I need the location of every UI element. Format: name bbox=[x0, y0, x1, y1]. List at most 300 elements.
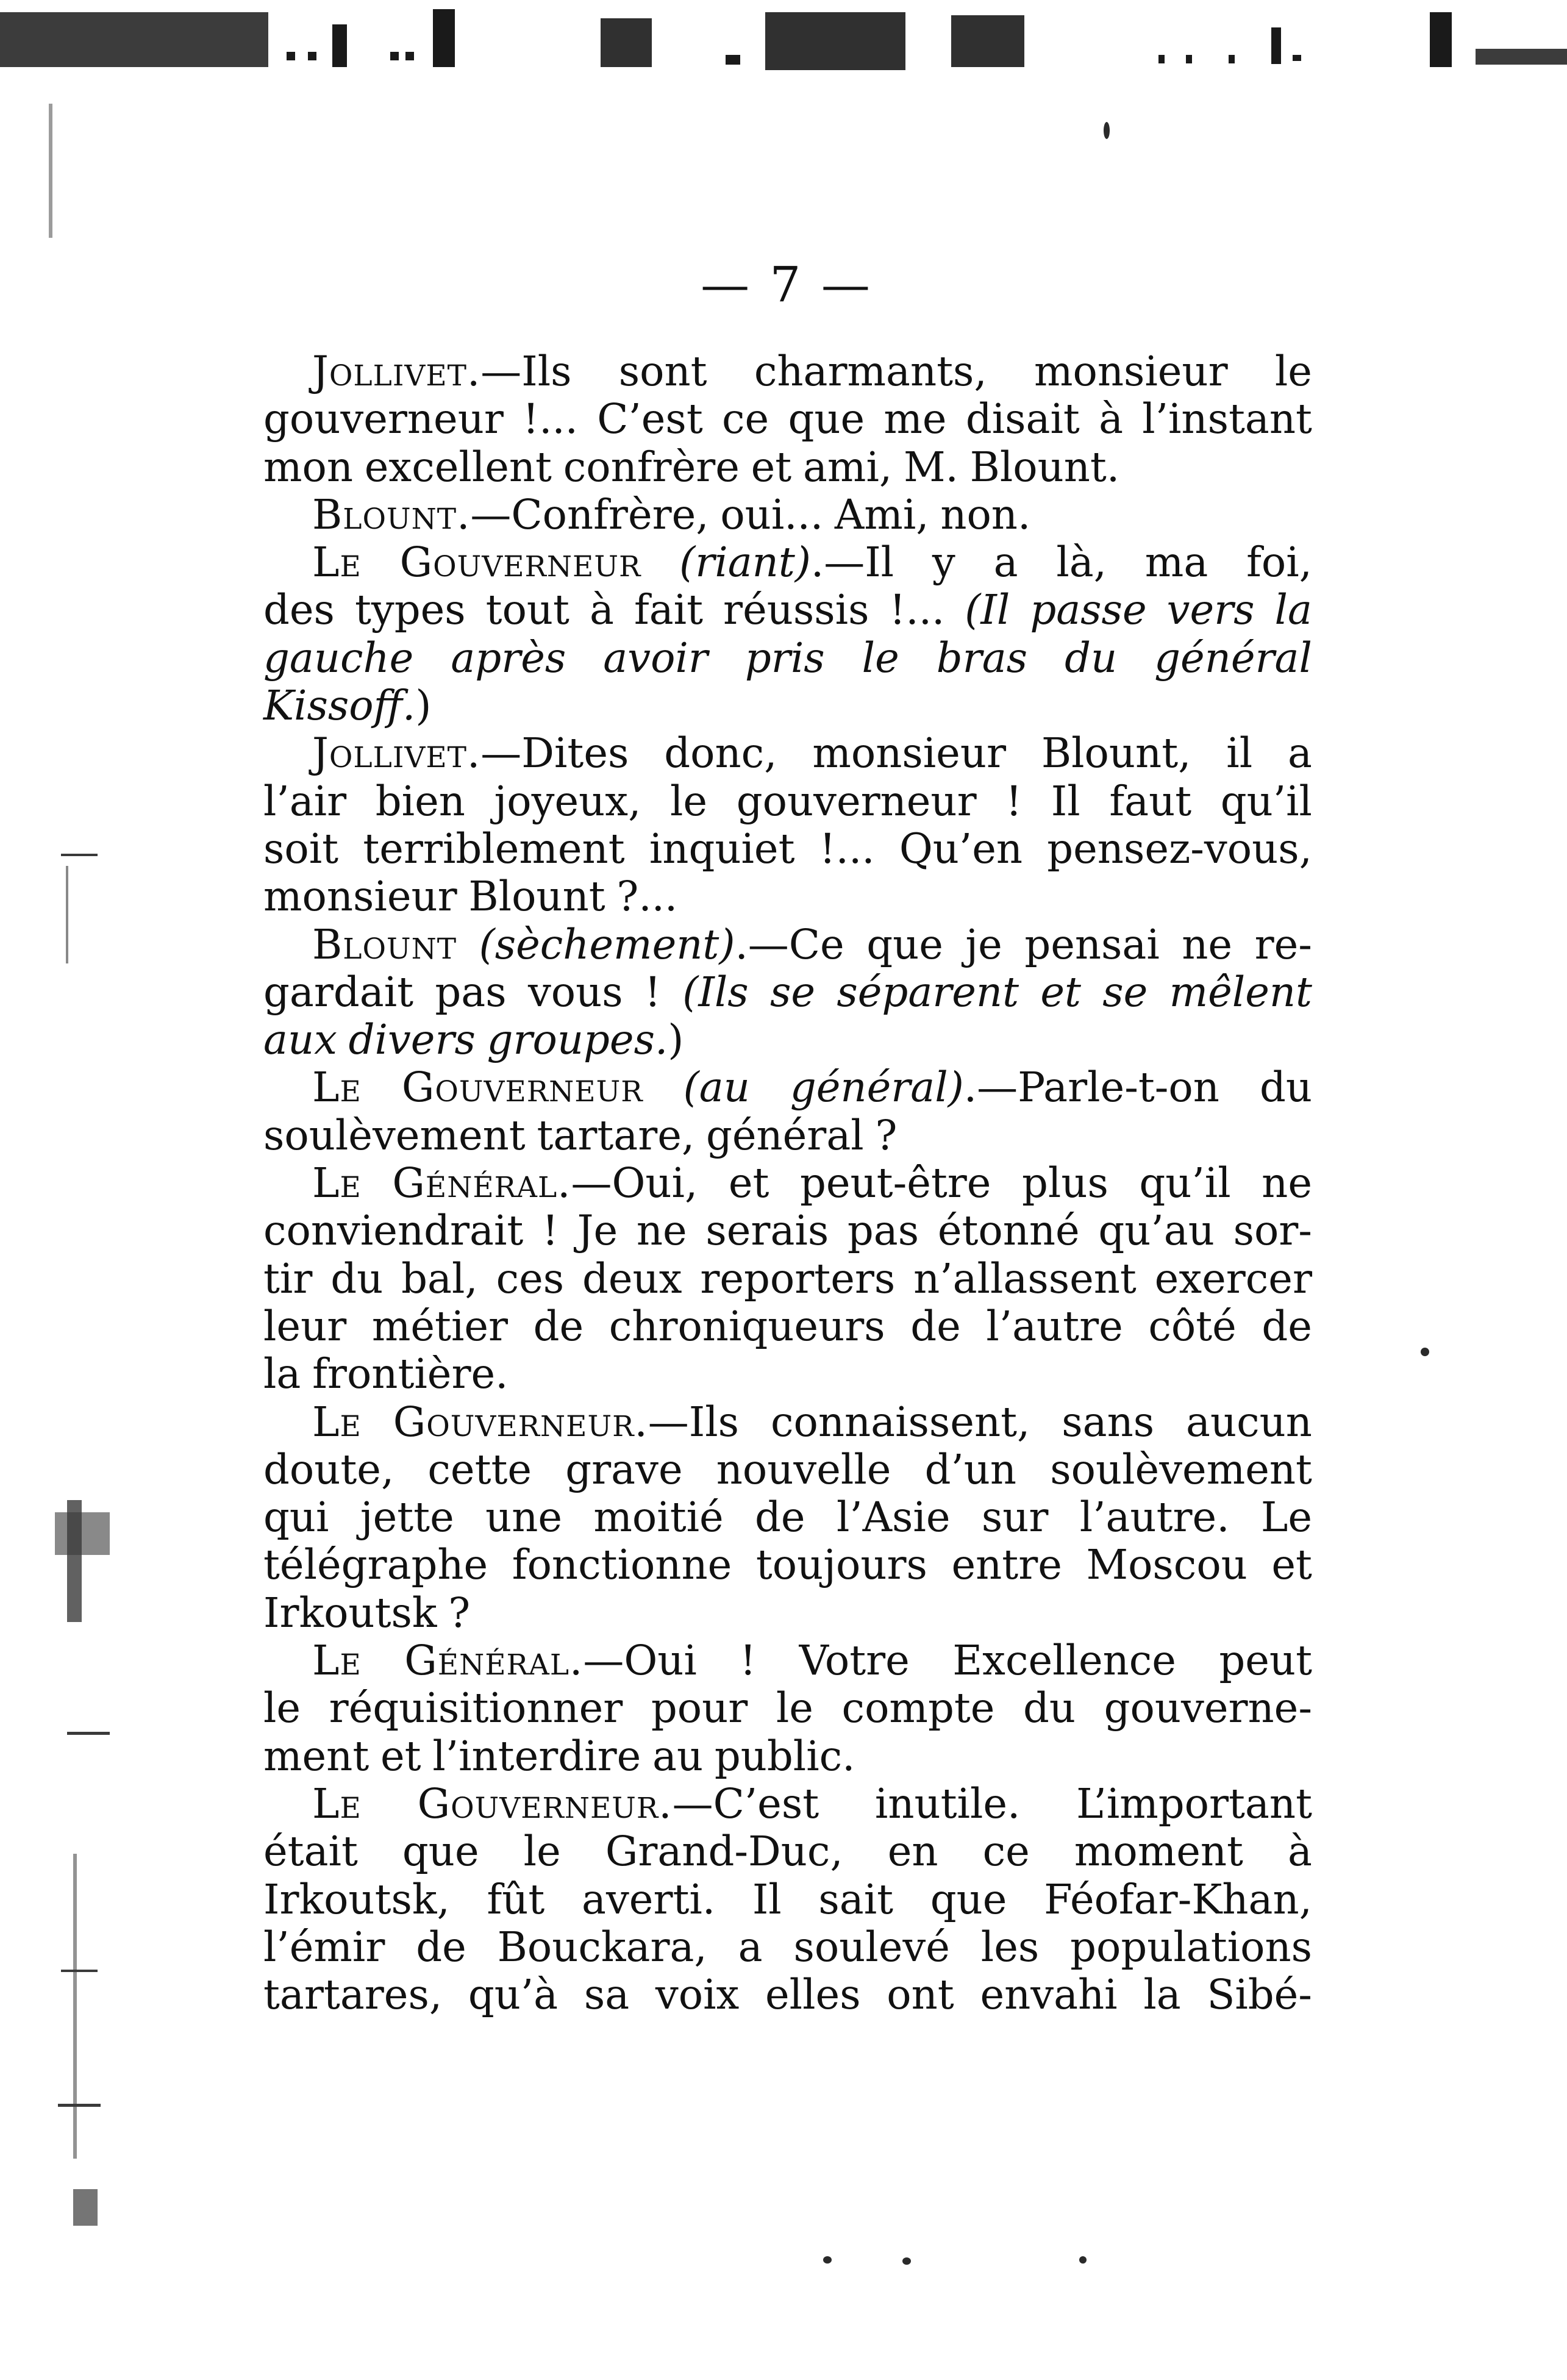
text-line bbox=[263, 777, 1312, 825]
word bbox=[263, 1112, 526, 1159]
dialogue-text: public. bbox=[714, 1732, 855, 1780]
dialogue-text: plus bbox=[1022, 1159, 1108, 1207]
word bbox=[263, 1255, 312, 1303]
dialogue-text: pas bbox=[435, 968, 507, 1016]
speaker-name: Le bbox=[312, 1779, 362, 1828]
word bbox=[263, 873, 457, 920]
word bbox=[435, 968, 506, 1016]
word bbox=[312, 491, 709, 538]
word bbox=[616, 873, 677, 920]
dialogue-text: Ami, bbox=[834, 490, 929, 538]
dialogue-text: Moscou bbox=[1086, 1541, 1248, 1589]
dialogue-text: sait bbox=[818, 1875, 894, 1923]
word bbox=[494, 777, 641, 825]
scan-speck bbox=[823, 2256, 832, 2264]
speaker-name: Le bbox=[312, 1637, 362, 1685]
dialogue-text: compte bbox=[841, 1684, 995, 1732]
text-line bbox=[263, 1159, 1312, 1207]
word bbox=[983, 1828, 1030, 1875]
dialogue-text: Sibé- bbox=[1207, 1971, 1312, 2019]
word bbox=[970, 443, 1120, 491]
scan-speck bbox=[1421, 1348, 1429, 1356]
dialogue-text: le bbox=[523, 1828, 561, 1876]
word bbox=[498, 1923, 707, 1971]
dialogue-text: le bbox=[670, 777, 708, 825]
word bbox=[842, 1684, 995, 1732]
word bbox=[486, 586, 569, 634]
word bbox=[819, 825, 875, 873]
dialogue-text: Excellence bbox=[952, 1637, 1176, 1685]
word bbox=[940, 491, 1030, 538]
word bbox=[986, 1303, 1123, 1350]
dialogue-text: à bbox=[1099, 395, 1124, 443]
scan-left-margin bbox=[0, 85, 159, 2380]
scan-speck bbox=[902, 2257, 911, 2265]
dialogue-text: l’autre bbox=[986, 1302, 1123, 1350]
dialogue-text: excellent bbox=[364, 443, 552, 491]
word bbox=[584, 1971, 629, 2018]
word bbox=[1076, 1780, 1312, 1828]
word bbox=[1145, 538, 1208, 586]
word bbox=[952, 1637, 1176, 1684]
dialogue-text: et bbox=[1271, 1541, 1312, 1589]
dialogue-text: peut bbox=[1219, 1637, 1312, 1685]
word bbox=[1148, 1303, 1236, 1350]
word bbox=[360, 1493, 454, 1541]
dialogue-text: disait bbox=[965, 395, 1080, 443]
word bbox=[875, 1780, 1020, 1828]
word bbox=[263, 1541, 488, 1588]
word bbox=[263, 634, 413, 682]
word bbox=[365, 443, 552, 491]
word bbox=[720, 491, 823, 538]
dialogue-text: envahi bbox=[980, 1971, 1118, 2019]
dialogue-text: l’instant bbox=[1142, 395, 1312, 443]
dialogue-text: monsieur bbox=[812, 729, 1007, 777]
word bbox=[722, 395, 769, 443]
dialogue-text: leur bbox=[263, 1302, 347, 1350]
word bbox=[565, 1446, 682, 1493]
dialogue-text: grave bbox=[565, 1445, 683, 1493]
word bbox=[965, 921, 1002, 968]
dialogue-text: fonctionne bbox=[512, 1541, 732, 1589]
dialogue-text: des bbox=[263, 586, 335, 634]
word bbox=[848, 1207, 919, 1254]
stage-direction: (riant) bbox=[679, 538, 811, 587]
dialogue-text: mon bbox=[263, 443, 354, 491]
stage-direction: passe bbox=[1030, 586, 1147, 634]
word bbox=[263, 968, 413, 1016]
word bbox=[263, 1923, 385, 1971]
word bbox=[329, 1684, 623, 1732]
dialogue-text: tartare, bbox=[537, 1111, 695, 1159]
text-line bbox=[263, 1493, 1312, 1541]
text-line bbox=[263, 825, 1312, 873]
word bbox=[1182, 921, 1232, 968]
dialogue-text: M. bbox=[903, 443, 958, 491]
text-line bbox=[263, 1971, 1312, 2018]
dialogue-text: côté bbox=[1148, 1302, 1237, 1350]
text-line bbox=[263, 729, 1312, 777]
word bbox=[1102, 968, 1148, 1016]
dialogue-text: l’air bbox=[263, 777, 347, 825]
text-line bbox=[263, 395, 1312, 443]
dialogue-text: doute, bbox=[263, 1445, 394, 1493]
dialogue-text: soulèvement bbox=[263, 1111, 526, 1159]
dialogue-text: re- bbox=[1254, 920, 1312, 968]
word bbox=[738, 1923, 763, 1971]
dialogue-text: non. bbox=[940, 490, 1031, 538]
word bbox=[485, 1493, 562, 1541]
word bbox=[716, 1446, 891, 1493]
word bbox=[416, 1923, 466, 1971]
dialogue-text: sa bbox=[584, 1971, 630, 2019]
dialogue-text: —Oui bbox=[583, 1637, 697, 1685]
word bbox=[1262, 1303, 1312, 1350]
word bbox=[938, 1207, 1080, 1254]
word bbox=[729, 1159, 769, 1207]
word bbox=[1155, 1255, 1312, 1303]
word bbox=[1098, 1207, 1214, 1254]
word bbox=[875, 1112, 897, 1159]
word bbox=[1080, 1493, 1230, 1541]
word bbox=[803, 443, 892, 491]
dialogue-text: .—Il bbox=[810, 538, 894, 587]
text-line bbox=[263, 1063, 1312, 1111]
dialogue-text: sans bbox=[1062, 1398, 1155, 1446]
word bbox=[1023, 1684, 1076, 1732]
word bbox=[263, 1207, 523, 1254]
word bbox=[1219, 1637, 1312, 1684]
word bbox=[330, 1255, 383, 1303]
dialogue-text: voix bbox=[655, 1971, 740, 2019]
word bbox=[790, 1063, 1219, 1111]
word bbox=[1104, 1684, 1312, 1732]
text-line bbox=[263, 1589, 1312, 1637]
word bbox=[889, 586, 944, 634]
dialogue-text: pensez-vous, bbox=[1047, 824, 1312, 873]
stage-direction: le bbox=[862, 634, 899, 682]
speaker-name: Le bbox=[312, 1398, 362, 1446]
word bbox=[312, 1350, 508, 1398]
speaker-name: Général. bbox=[392, 1159, 571, 1207]
dialogue-text: de bbox=[533, 1302, 584, 1350]
dialogue-text: monsieur bbox=[1033, 348, 1228, 395]
word bbox=[966, 395, 1080, 443]
word bbox=[1050, 1446, 1312, 1493]
word bbox=[1260, 1063, 1312, 1111]
dialogue-text: ces bbox=[496, 1254, 565, 1303]
stage-direction: du bbox=[1065, 634, 1118, 682]
dialogue-text: ! bbox=[644, 968, 661, 1016]
word bbox=[448, 1589, 470, 1637]
text-line bbox=[263, 586, 1312, 634]
stage-direction: groupes. bbox=[487, 1016, 668, 1064]
dialogue-text: au bbox=[652, 1732, 704, 1780]
dialogue-text: tout bbox=[485, 586, 569, 634]
dialogue-text: l’autre. bbox=[1079, 1493, 1230, 1542]
dialogue-text: charmants, bbox=[754, 348, 987, 395]
word bbox=[1139, 1159, 1230, 1207]
dialogue-text: Bouckara, bbox=[497, 1923, 707, 1971]
word bbox=[1065, 634, 1117, 682]
dialogue-text: exercer bbox=[1154, 1254, 1312, 1303]
dialogue-text: Irkoutsk, bbox=[263, 1875, 450, 1923]
dialogue-text: faut bbox=[1109, 777, 1192, 825]
word bbox=[1261, 1493, 1312, 1541]
speaker-name: Blount bbox=[312, 920, 457, 968]
word bbox=[263, 1446, 394, 1493]
dialogue-text: métier bbox=[371, 1302, 509, 1350]
dialogue-text: que bbox=[930, 1875, 1007, 1923]
dialogue-text: populations bbox=[1070, 1923, 1312, 1971]
text-line bbox=[263, 921, 1312, 968]
word bbox=[740, 1637, 756, 1684]
word bbox=[1169, 968, 1312, 1016]
word bbox=[312, 1063, 362, 1111]
dialogue-text: serais bbox=[705, 1207, 829, 1255]
dialogue-text: frontière. bbox=[312, 1350, 509, 1398]
dialogue-text: de bbox=[1262, 1302, 1312, 1350]
word bbox=[263, 443, 353, 491]
word bbox=[372, 1303, 508, 1350]
dialogue-text: a bbox=[738, 1923, 763, 1971]
word bbox=[982, 1493, 1049, 1541]
word bbox=[682, 968, 748, 1016]
dialogue-text: d’un bbox=[924, 1445, 1017, 1493]
word bbox=[649, 825, 795, 873]
word bbox=[263, 825, 338, 873]
dialogue-text: du bbox=[330, 1254, 384, 1303]
word bbox=[263, 1876, 450, 1923]
dialogue-text: à bbox=[1288, 1828, 1312, 1876]
text-line bbox=[263, 1446, 1312, 1493]
speaker-name: Blount. bbox=[312, 490, 471, 538]
dialogue-text: .—Ce bbox=[735, 920, 844, 968]
dialogue-text: gouverneur bbox=[263, 395, 504, 443]
word bbox=[1288, 1828, 1312, 1875]
dialogue-text: étonné bbox=[937, 1207, 1080, 1255]
dialogue-text: —Dites bbox=[480, 729, 629, 777]
word bbox=[904, 443, 958, 491]
dialogue-text: ne bbox=[1182, 920, 1233, 968]
text-line bbox=[263, 1350, 1312, 1398]
word bbox=[479, 921, 844, 968]
text-line bbox=[263, 1637, 1312, 1684]
dialogue-text: !... bbox=[889, 586, 945, 634]
word bbox=[528, 968, 623, 1016]
dialogue-text: l’émir bbox=[263, 1923, 385, 1971]
word bbox=[1207, 1971, 1312, 2018]
dialogue-text: tartares, bbox=[263, 1971, 443, 2019]
dialogue-text: et bbox=[728, 1159, 769, 1207]
dialogue-text: nouvelle bbox=[716, 1445, 891, 1493]
dialogue-text: Il bbox=[752, 1875, 782, 1923]
dialogue-text: —Confrère, bbox=[470, 490, 709, 538]
word bbox=[1143, 1971, 1180, 2018]
text-line bbox=[263, 1541, 1312, 1588]
word bbox=[263, 777, 346, 825]
word bbox=[349, 1016, 476, 1063]
word bbox=[1154, 634, 1312, 682]
word bbox=[432, 1732, 641, 1780]
word bbox=[664, 729, 777, 777]
dialogue-text: le bbox=[263, 1684, 301, 1732]
dialogue-text: là, bbox=[1056, 538, 1107, 587]
dialogue-text: —Ils bbox=[648, 1398, 740, 1446]
word bbox=[751, 443, 792, 491]
word bbox=[451, 634, 566, 682]
text-line bbox=[263, 1207, 1312, 1254]
dialogue-text: ! bbox=[542, 1207, 559, 1255]
dialogue-text: qu’à bbox=[468, 1971, 559, 2019]
word bbox=[793, 1923, 949, 1971]
dialogue-text: qu’au bbox=[1098, 1207, 1215, 1255]
dialogue-text: pensai bbox=[1024, 920, 1160, 968]
text-line bbox=[263, 1828, 1312, 1875]
dialogue-text: elles bbox=[765, 1971, 861, 2019]
word bbox=[745, 634, 825, 682]
word bbox=[818, 1876, 893, 1923]
stage-direction: se bbox=[770, 968, 816, 1016]
word bbox=[605, 1828, 843, 1875]
dialogue-text: Qu’en bbox=[899, 824, 1023, 873]
word bbox=[355, 586, 466, 634]
dialogue-text: terriblement bbox=[363, 824, 625, 873]
word bbox=[1262, 1159, 1312, 1207]
speaker-name: Jollivet. bbox=[312, 729, 481, 777]
word bbox=[524, 1828, 561, 1875]
word bbox=[1142, 395, 1312, 443]
word bbox=[263, 1828, 358, 1875]
dialogue-text: les bbox=[980, 1923, 1040, 1971]
word bbox=[380, 1732, 421, 1780]
word bbox=[800, 1159, 991, 1207]
scan-top-band bbox=[0, 0, 1567, 91]
dialogue-text: deux bbox=[582, 1254, 682, 1303]
dialogue-text: Votre bbox=[799, 1637, 910, 1685]
dialogue-text: Irkoutsk bbox=[263, 1588, 437, 1637]
dialogue-text: général bbox=[705, 1111, 864, 1159]
word bbox=[404, 1637, 697, 1684]
dialogue-text: foi, bbox=[1246, 538, 1312, 587]
word bbox=[1070, 1923, 1312, 1971]
word bbox=[994, 538, 1018, 586]
word bbox=[1051, 777, 1080, 825]
dialogue-text: .—Parle-t-on bbox=[963, 1063, 1219, 1112]
dialogue-text: chroniqueurs bbox=[609, 1302, 885, 1350]
dialogue-text: ! bbox=[1005, 777, 1023, 825]
dialogue-text: !... bbox=[523, 395, 578, 443]
dialogue-text: qui bbox=[263, 1493, 329, 1542]
text-line bbox=[263, 1923, 1312, 1971]
speaker-name: Le bbox=[312, 1063, 362, 1112]
word bbox=[887, 1971, 954, 2018]
dialogue-text: entre bbox=[951, 1541, 1062, 1589]
dialogue-text: Blount. bbox=[969, 443, 1120, 491]
word bbox=[534, 1303, 584, 1350]
word bbox=[263, 1971, 442, 2018]
dialogue-text: soit bbox=[263, 824, 339, 873]
dialogue-text: ) bbox=[415, 682, 432, 730]
dialogue-text: l’interdire bbox=[432, 1732, 641, 1780]
word bbox=[542, 1207, 559, 1254]
dialogue-text: a bbox=[1288, 729, 1312, 777]
dialogue-text: ! bbox=[740, 1637, 757, 1685]
word bbox=[1040, 968, 1081, 1016]
dialogue-text: tir bbox=[263, 1254, 313, 1303]
word bbox=[418, 1780, 819, 1828]
dialogue-text: L’important bbox=[1076, 1779, 1312, 1828]
dialogue-text: ami, bbox=[802, 443, 893, 491]
word bbox=[1074, 1828, 1243, 1875]
word bbox=[363, 825, 624, 873]
stage-direction: séparent bbox=[837, 968, 1019, 1016]
dialogue-text: et bbox=[380, 1732, 421, 1780]
stage-direction: se bbox=[1102, 968, 1148, 1016]
dialogue-text: Féofar-Khan, bbox=[1044, 1875, 1312, 1923]
word bbox=[684, 1063, 750, 1111]
dialogue-text: de bbox=[416, 1923, 466, 1971]
dialogue-text: fût bbox=[487, 1875, 545, 1923]
dialogue-text: conviendrait bbox=[263, 1207, 524, 1255]
text-line bbox=[263, 968, 1312, 1016]
word bbox=[427, 1446, 532, 1493]
word bbox=[965, 586, 1010, 634]
word bbox=[1022, 1159, 1108, 1207]
word bbox=[1275, 586, 1312, 634]
word bbox=[700, 1255, 895, 1303]
dialogue-text: à bbox=[589, 586, 614, 634]
text-line bbox=[263, 1876, 1312, 1923]
dialogue-text: ? bbox=[448, 1588, 471, 1637]
stage-direction: (au bbox=[683, 1063, 750, 1112]
dialogue-text: l’Asie bbox=[836, 1493, 951, 1542]
speaker-name: Gouverneur. bbox=[417, 1779, 673, 1828]
play-text-block bbox=[263, 348, 1312, 2018]
word bbox=[937, 634, 1027, 682]
word bbox=[755, 1493, 805, 1541]
dialogue-text: qu’il bbox=[1139, 1159, 1231, 1207]
stage-direction: vers bbox=[1166, 586, 1255, 634]
dialogue-text: pour bbox=[651, 1684, 748, 1732]
dialogue-text: qu’il bbox=[1220, 777, 1312, 825]
dialogue-text: toujours bbox=[755, 1541, 927, 1589]
word bbox=[866, 921, 943, 968]
stage-direction: aux bbox=[263, 1016, 337, 1064]
dialogue-text: moment bbox=[1074, 1828, 1243, 1876]
dialogue-text: confrère bbox=[563, 443, 740, 491]
dialogue-text: sur bbox=[981, 1493, 1049, 1542]
dialogue-text: il bbox=[1226, 729, 1253, 777]
word bbox=[563, 443, 740, 491]
word bbox=[496, 1255, 565, 1303]
word bbox=[913, 1255, 1137, 1303]
dialogue-text: bien bbox=[375, 777, 465, 825]
stage-direction: (Il bbox=[965, 586, 1010, 634]
word bbox=[1275, 348, 1312, 395]
word bbox=[1186, 1398, 1312, 1446]
dialogue-text: gouverneur bbox=[736, 777, 977, 825]
dialogue-text: averti. bbox=[582, 1875, 716, 1923]
word bbox=[609, 1303, 885, 1350]
text-line bbox=[263, 873, 1312, 920]
dialogue-text: du bbox=[1259, 1063, 1312, 1112]
word bbox=[910, 1303, 961, 1350]
word bbox=[401, 1255, 478, 1303]
dialogue-text: télégraphe bbox=[263, 1541, 488, 1589]
word bbox=[705, 1207, 829, 1254]
